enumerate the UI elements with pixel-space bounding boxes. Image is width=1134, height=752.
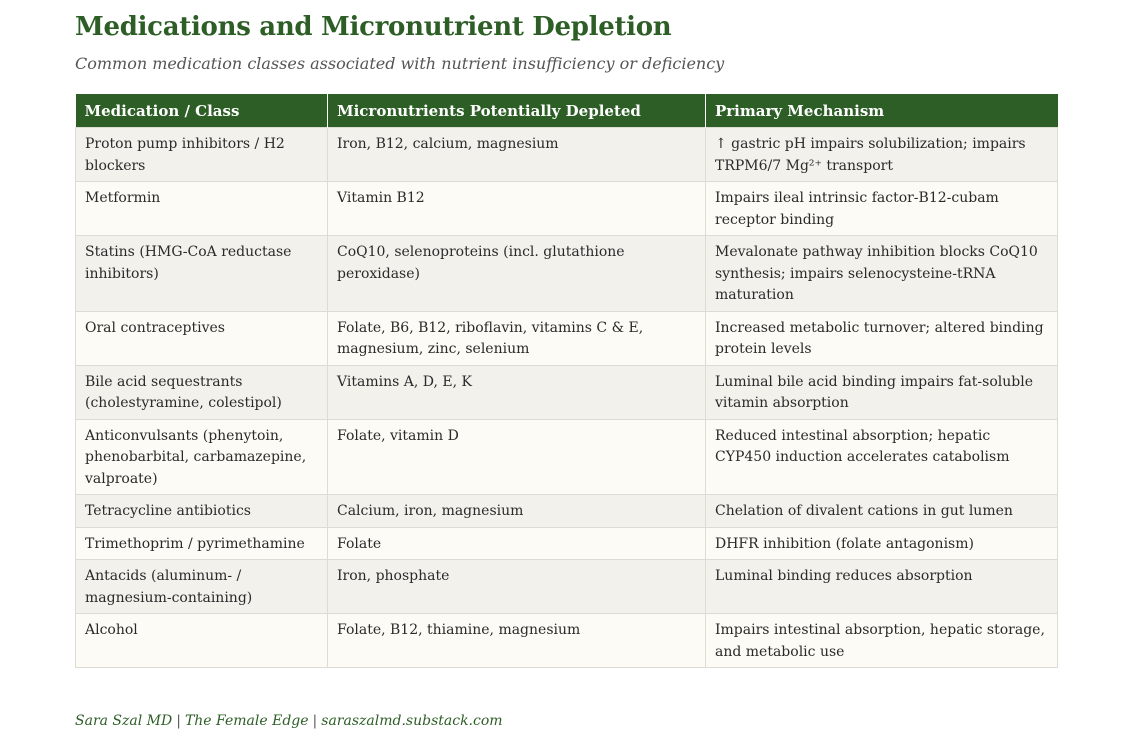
cell-micronutrients: Folate xyxy=(328,527,706,560)
cell-mechanism: Chelation of divalent cations in gut lumen xyxy=(706,495,1058,528)
table-row xyxy=(76,311,1058,365)
cell-micronutrients: Iron, B12, calcium, magnesium xyxy=(328,128,706,182)
cell-micronutrients: Calcium, iron, magnesium xyxy=(328,495,706,528)
cell-mechanism: ↑ gastric pH impairs solubilization; impairs TRPM6/7 Mg²⁺ transport xyxy=(706,128,1058,182)
footer-publication: The Female Edge xyxy=(184,713,309,729)
cell-medication: Statins (HMG-CoA reductase inhibitors) xyxy=(76,236,328,312)
table-row xyxy=(76,419,1058,495)
cell-mechanism: Mevalonate pathway inhibition blocks CoQ10 synthesis; impairs selenocysteine-tRNA maturation xyxy=(706,236,1058,312)
cell-medication: Metformin xyxy=(76,182,328,236)
cell-micronutrients: CoQ10, selenoproteins (incl. glutathione peroxidase) xyxy=(328,236,706,312)
header-medication-class: Medication / Class xyxy=(76,94,328,128)
table-header-row xyxy=(76,94,1058,128)
cell-mechanism: Impairs ileal intrinsic factor-B12-cubam receptor binding xyxy=(706,182,1058,236)
table-row xyxy=(76,614,1058,668)
cell-medication: Trimethoprim / pyrimethamine xyxy=(76,527,328,560)
cell-medication: Proton pump inhibitors / H2 blockers xyxy=(76,128,328,182)
cell-mechanism: DHFR inhibition (folate antagonism) xyxy=(706,527,1058,560)
cell-mechanism: Luminal binding reduces absorption xyxy=(706,560,1058,614)
footer-url: saraszalmd.substack.com xyxy=(321,713,503,729)
cell-micronutrients: Vitamin B12 xyxy=(328,182,706,236)
cell-medication: Anticonvulsants (phenytoin, phenobarbital, carbamazepine, valproate) xyxy=(76,419,328,495)
cell-medication: Oral contraceptives xyxy=(76,311,328,365)
cell-micronutrients: Iron, phosphate xyxy=(328,560,706,614)
cell-mechanism: Reduced intestinal absorption; hepatic CYP450 induction accelerates catabolism xyxy=(706,419,1058,495)
footer-separator: | xyxy=(176,713,181,729)
cell-medication: Tetracycline antibiotics xyxy=(76,495,328,528)
table-row xyxy=(76,527,1058,560)
cell-mechanism: Increased metabolic turnover; altered binding protein levels xyxy=(706,311,1058,365)
cell-micronutrients: Vitamins A, D, E, K xyxy=(328,365,706,419)
cell-medication: Alcohol xyxy=(76,614,328,668)
table-row xyxy=(76,560,1058,614)
header-micronutrients-depleted: Micronutrients Potentially Depleted xyxy=(328,94,706,128)
cell-medication: Antacids (aluminum- / magnesium-containing) xyxy=(76,560,328,614)
cell-medication: Bile acid sequestrants (cholestyramine, colestipol) xyxy=(76,365,328,419)
cell-micronutrients: Folate, B12, thiamine, magnesium xyxy=(328,614,706,668)
medication-table xyxy=(75,94,1058,668)
cell-mechanism: Luminal bile acid binding impairs fat-soluble vitamin absorption xyxy=(706,365,1058,419)
page-subtitle: Common medication classes associated with nutrient insufficiency or deficiency xyxy=(75,54,725,73)
table-row xyxy=(76,365,1058,419)
footer-separator: | xyxy=(312,713,318,729)
table-row xyxy=(76,182,1058,236)
table-row xyxy=(76,495,1058,528)
cell-mechanism: Impairs intestinal absorption, hepatic storage, and metabolic use xyxy=(706,614,1058,668)
table-row xyxy=(76,236,1058,312)
cell-micronutrients: Folate, B6, B12, riboflavin, vitamins C & E, magnesium, zinc, selenium xyxy=(328,311,706,365)
table-row xyxy=(76,128,1058,182)
footer-credit xyxy=(75,713,503,729)
header-primary-mechanism: Primary Mechanism xyxy=(706,94,1058,128)
page-title: Medications and Micronutrient Depletion xyxy=(75,12,672,42)
cell-micronutrients: Folate, vitamin D xyxy=(328,419,706,495)
footer-author: Sara Szal MD xyxy=(75,713,173,729)
